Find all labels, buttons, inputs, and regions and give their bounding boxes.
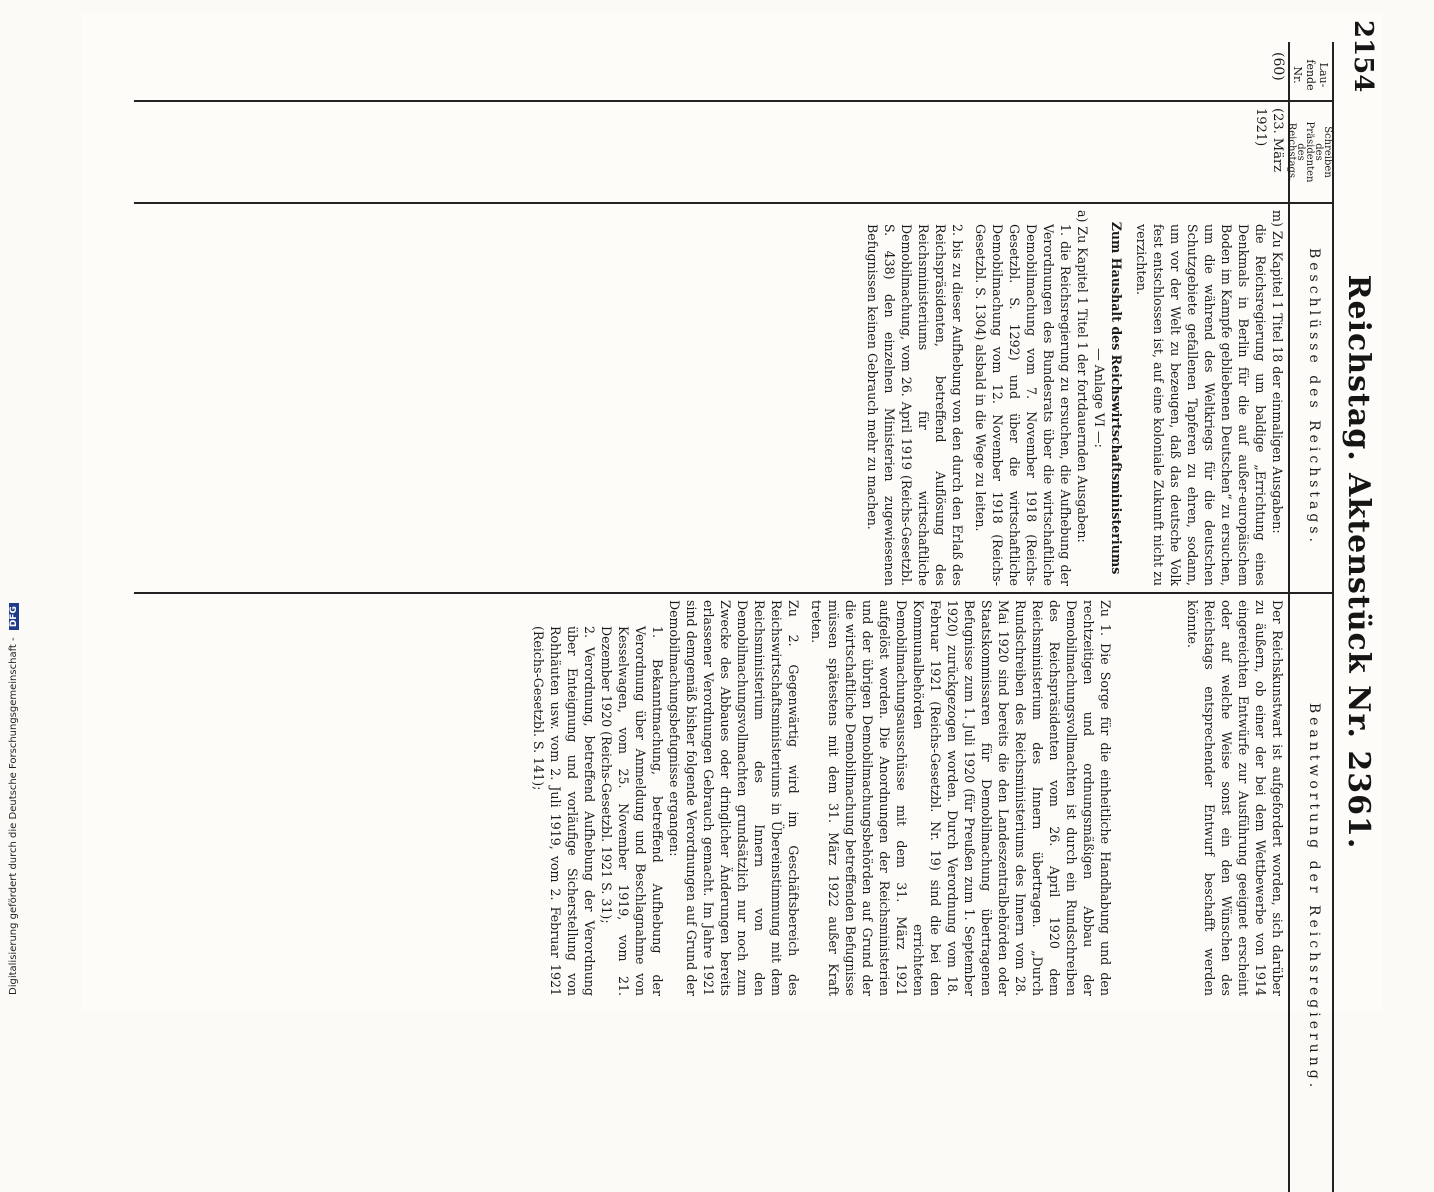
antwort-2-item-1: 1. Bekanntmachung, betreffend Aufhebung der Verordnung über Anmeldung und Beschlagnahme von Kesselwagen, vom 25. November 1919, vom 21. Dezember 1920 (Reichs-Gesetzbl. 1921 S. 31); [599,626,665,996]
digitization-note [8,603,19,995]
page-title: Reichstag. Aktenstück Nr. 2361. [1341,274,1376,850]
antwort-1: Zu 1. Die Sorge für die einheitliche Handhabung und den rechtzeitigen und ordnungsmäßigen Abbau der Demobilmachungsvollmachten ist durch ein Rundschreiben des Reichspräsidenten vom 26. April 1920 dem Reichsministerium des Innern übertragen. „Durch Rundschreiben des Reichsministeriums des Innern vom 28. Mai 1920 sind bereits die den Landeszentralbehörden oder Staatskommissaren für Demobilmachung übertragenen Befugnisse zum 1. Juli 1920 (für Preußen zum 1. September 1920) zurückgezogen worden. Durch Verordnung vom 18. Februar 1921 (Reichs-Gesetzbl. Nr. 19) sind die bei den Kommunalbehörden errichteten Demobilmachungsausschüsse mit dem 31. März 1921 aufgelöst worden. Die Anordnungen der Reichsministerien und der übrigen Demobilmachungsbehörden auf Grund der die wirtschaftliche Demobilmachung betreffenden Befugnisse müssen spätestens mit dem 31. März 1922 außer Kraft treten. [809,600,1113,996]
row-number: (60) [1270,52,1286,81]
document-page [82,12,1382,1092]
page-number: 2154 [1348,20,1378,93]
header-rule-bottom [1288,42,1290,1192]
dfg-logo: DFG [9,603,19,630]
column-header-schreiben: Schreiben des Präsidenten des Reichstags. [1286,121,1333,183]
column-divider [134,202,1334,204]
beschluss-a-item-1: 1. die Reichsregierung zu ersuchen, die Aufhebung der Verordnungen des Bundesrats über die wirtschaftliche Demobilmachung vom 7. November 1918 (Reichs-Gesetzbl. S. 1292) und über die wirtschaftliche Demobilmachung vom 12. November 1918 (Reichs-Gesetzbl. S. 1304) alsbald in die Wege zu leiten. [973,224,1073,586]
anlage-label: — Anlage VI —: [1092,348,1107,448]
antwort-m: Der Reichskunstwart ist aufgefordert worden, sich darüber zu äußern, ob einer der bei dem Wettbewerbe von 1914 eingereichten Entwürfe zur Ausführung geeignet erscheint oder auf welche Weise sonst ein den Wünschen des Reichstags entsprechender Entwurf beschafft werden könnte. [1185,600,1285,996]
column-header-nr: Lau- fende Nr. [1291,59,1330,91]
column-header-beschluesse: Beschlüsse des Reichstags. [1306,247,1322,546]
column-divider [134,592,1334,594]
beschluss-m-heading: m) Zu Kapitel 1 Titel 18 der einmaligen Ausgaben: [1270,210,1285,534]
beschluss-a-item-2: 2. bis zu dieser Aufhebung von den durch den Erlaß des Reichspräsidenten, betreffend Auflösung des Reichsministeriums für wirtschaftliche Demobilmachung, vom 26. April 1919 (Reichs-Gesetzbl. S. 438) den einzelnen Ministerien zugewiesenen Befugnissen keinen Gebrauch mehr zu machen. [865,224,965,586]
column-divider [134,100,1334,102]
beschluss-a-heading: a) Zu Kapitel 1 Titel 1 der fortdauernden Ausgaben: [1075,210,1090,543]
antwort-2-item-2: 2. Verordnung, betreffend Aufhebung der Verordnung über Enteignung und vorläufige Sicherstellung von Rohhäuten usw. vom 2. Juli 1919, vom 2. Februar 1921 (Reichs-Gesetzbl. S. 141); [531,626,597,996]
beschluss-column [864,210,1286,586]
column-header-beantwortung: Beantwortung der Reichsregierung. [1306,702,1322,1092]
antwort-2-intro: Zu 2. Gegenwärtig wird im Geschäftsbereich des Reichswirtschaftsministeriums in Übereinstimmung mit dem Reichsministerium des Innern von den Demobilmachungsvollmachten grundsätzlich nur noch zum Zwecke des Abbaues oder dringlicher Änderungen bereits erlassener Verordnungen Gebrauch gemacht. Im Jahre 1921 sind demgemäß bisher folgende Verordnungen auf Grund der Demobilmachungsbefugnisse ergangen: [667,600,801,996]
antwort-column [530,600,1286,996]
header-rule-top [1332,42,1334,1192]
beschluss-m-text: die Reichsregierung um baldige „Errichtung eines Denkmals in Berlin für die auf außer-europäischem Boden im Kampfe gebliebenen Deutschen“ zu ersuchen, um die während des Weltkriegs für die deutschen Schutzgebiete gefallenen Tapferen zu ehren, sodann, um vor der Welt zu bezeugen, daß das deutsche Volk fest entschlossen ist, auf eine koloniale Zukunft nicht zu verzichten. [1134,224,1268,586]
digitization-text: Digitalisierung gefördert durch die Deutsche Forschungsgemeinschaft - [8,637,19,995]
haushalt-heading: Zum Haushalt des Reichswirtschaftsministeriums [1109,221,1124,575]
row-date: (23. März 1921) [1253,108,1285,173]
